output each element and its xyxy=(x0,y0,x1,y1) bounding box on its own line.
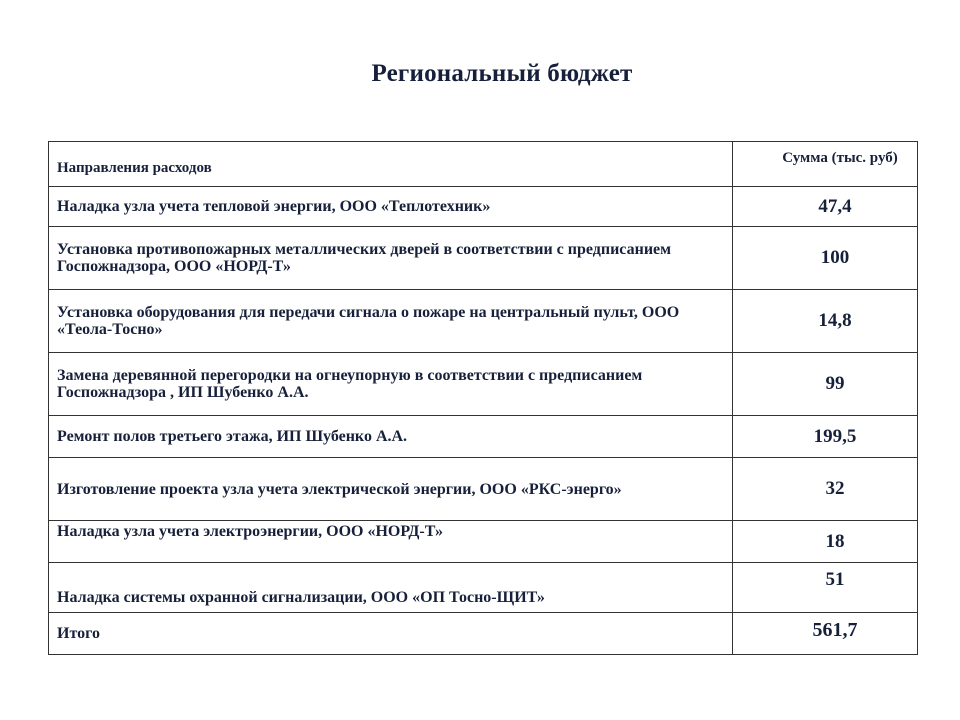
total-label: Итого xyxy=(49,613,733,655)
row-amount: 199,5 xyxy=(733,416,918,458)
header-amount: Сумма (тыс. руб) xyxy=(733,142,918,187)
row-description: Ремонт полов третьего этажа, ИП Шубенко А.А. xyxy=(49,416,733,458)
row-amount: 47,4 xyxy=(733,187,918,227)
table-row xyxy=(49,458,918,521)
row-description: Установка противопожарных металлических дверей в соответствии с предписанием Госпожнадзора, ООО «НОРД-Т» xyxy=(49,227,733,290)
row-description: Наладка узла учета тепловой энергии, ООО «Теплотехник» xyxy=(49,187,733,227)
row-description: Замена деревянной перегородки на огнеупорную в соответствии с предписанием Госпожнадзора , ИП Шубенко А.А. xyxy=(49,353,733,416)
table-row xyxy=(49,290,918,353)
page-title: Региональный бюджет xyxy=(371,60,633,87)
budget-table xyxy=(48,141,918,655)
table-row xyxy=(49,521,918,563)
table-row xyxy=(49,563,918,613)
row-description: Наладка узла учета электроэнергии, ООО «НОРД-Т» xyxy=(49,521,733,563)
row-description: Наладка системы охранной сигнализации, ООО «ОП Тосно-ЩИТ» xyxy=(49,563,733,613)
total-amount: 561,7 xyxy=(733,613,918,655)
row-description: Изготовление проекта узла учета электрической энергии, ООО «РКС-энерго» xyxy=(49,458,733,521)
row-description: Установка оборудования для передачи сигнала о пожаре на центральный пульт, ООО «Теола-Тосно» xyxy=(49,290,733,353)
table-header-row xyxy=(49,142,918,187)
table-row xyxy=(49,353,918,416)
table-row xyxy=(49,227,918,290)
row-amount: 32 xyxy=(733,458,918,521)
table-row xyxy=(49,416,918,458)
row-amount: 14,8 xyxy=(733,290,918,353)
row-amount: 100 xyxy=(733,227,918,290)
table-row xyxy=(49,187,918,227)
row-amount: 51 xyxy=(733,563,918,613)
row-amount: 18 xyxy=(733,521,918,563)
header-direction: Направления расходов xyxy=(49,142,733,187)
row-amount: 99 xyxy=(733,353,918,416)
table-total-row xyxy=(49,613,918,655)
